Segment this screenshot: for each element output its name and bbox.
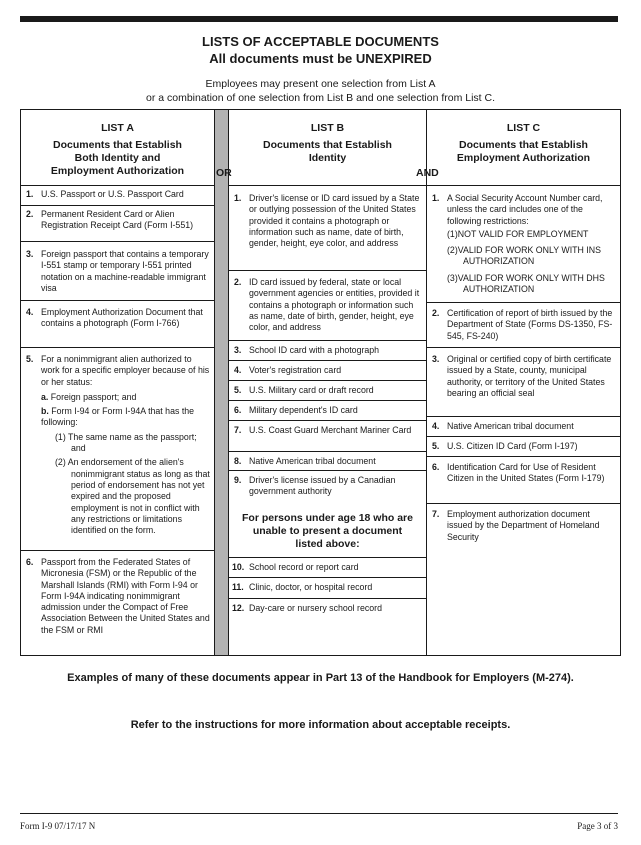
item-text: Voter's registration card: [249, 365, 342, 375]
sub-text: Form I-94 or Form I-94A that has the following:: [41, 406, 195, 428]
item-number: 4.: [26, 307, 34, 317]
item-text: Employment Authorization Document that contains a photograph (Form I-766): [41, 307, 203, 329]
list-c-item: [427, 348, 620, 417]
list-c-item: [427, 457, 620, 504]
list-c-item: [427, 303, 620, 348]
documents-table: [20, 109, 621, 656]
item-number: 3.: [26, 249, 34, 259]
list-b-item: [229, 578, 426, 599]
list-b-item: [229, 271, 426, 341]
restriction-number: (2): [447, 245, 458, 256]
item-text: Employment authorization document issued by the Department of Homeland Security: [447, 509, 600, 542]
item-number: 5.: [26, 354, 34, 364]
list-c-item: [427, 437, 620, 457]
item-number: 1.: [432, 193, 440, 203]
list-c-desc-line: Documents that Establish: [459, 139, 588, 151]
item-text: School ID card with a photograph: [249, 345, 380, 355]
item-text: Foreign passport that contains a temporary I-551 stamp or temporary I-551 printed notation on a machine-readable immigrant visa: [41, 249, 209, 293]
receipts-note: Refer to the instructions for more information about acceptable receipts.: [130, 719, 511, 731]
item-text: Original or certified copy of birth certificate issued by a State, county, municipal authority, or territory of the United States bearing an official seal: [447, 354, 612, 398]
item-text: Permanent Resident Card or Alien Registration Receipt Card (Form I-551): [41, 209, 194, 231]
and-label: AND: [416, 167, 439, 179]
item-number: 8.: [234, 456, 242, 466]
item-number: 4.: [234, 365, 242, 375]
separator-band: [215, 110, 229, 655]
under-18-line: unable to present a document: [252, 525, 403, 537]
list-a-item: [21, 551, 214, 655]
item-text: U.S. Coast Guard Merchant Mariner Card: [249, 425, 412, 435]
list-c-title: LIST C: [506, 122, 541, 134]
item-text: Clinic, doctor, or hospital record: [249, 582, 373, 592]
list-a-item: [21, 301, 214, 348]
bottom-rule: [20, 813, 618, 814]
item-text: Military dependent's ID card: [249, 405, 358, 415]
restriction-1: [447, 229, 616, 240]
item-text: Day-care or nursery school record: [249, 603, 382, 613]
under-18-line: listed above:: [295, 538, 360, 550]
item-text: A Social Security Account Number card, unless the card includes one of the following restrictions:: [447, 193, 603, 226]
list-c-column: [427, 110, 620, 655]
item-text: Driver's license or ID card issued by a State or outlying possession of the United States provided it contains a photograph or information such as name, date of birth, gender, height, eye color, and address: [249, 193, 420, 249]
item-number: 7.: [234, 425, 242, 435]
list-b-desc-line: Documents that Establish: [263, 139, 392, 151]
under-18-line: For persons under age 18 who are: [242, 512, 413, 524]
item-text: U.S. Passport or U.S. Passport Card: [41, 189, 184, 199]
item-number: 4.: [432, 421, 440, 431]
item-number: 2.: [432, 308, 440, 318]
top-rule: [20, 16, 618, 22]
item-number: 12.: [232, 603, 245, 613]
item-number: 1.: [234, 193, 242, 203]
item-number: 11.: [232, 582, 244, 592]
item-text: Identification Card for Use of Resident Citizen in the United States (Form I-179): [447, 462, 605, 484]
sub-label: b.: [41, 406, 49, 417]
item-number: 3.: [432, 354, 440, 364]
list-c-item: [427, 186, 620, 303]
intro-line-1: Employees may present one selection from List A: [205, 78, 436, 90]
page-number: Page 3 of 3: [577, 821, 618, 831]
list-b-header: [229, 110, 426, 186]
item-text: Native American tribal document: [447, 421, 574, 431]
list-a-column: [21, 110, 215, 655]
list-b-item: [229, 558, 426, 578]
restriction-number: (1): [447, 228, 458, 239]
list-a-item: [21, 348, 214, 551]
list-a-desc-line: Both Identity and: [74, 152, 161, 164]
restriction-3: [447, 273, 616, 296]
sub-label: a.: [41, 391, 49, 402]
list-c-description: [427, 139, 620, 165]
list-b-item: [229, 401, 426, 421]
restriction-text: VALID FOR WORK ONLY WITH INS AUTHORIZATION: [457, 245, 601, 267]
list-c-item: [427, 417, 620, 437]
list-a-desc-line: Employment Authorization: [50, 165, 185, 177]
or-label: OR: [216, 167, 232, 179]
item-number: 2.: [234, 277, 242, 287]
sub-text: Foreign passport; and: [50, 391, 137, 402]
list-b-description: [229, 139, 426, 165]
list-b-item: [229, 421, 426, 452]
item-text: For a nonimmigrant alien authorized to work for a specific employer because of his or her status:: [41, 354, 210, 387]
item-text: U.S. Citizen ID Card (Form I-197): [447, 441, 578, 451]
list-c-desc-line: Employment Authorization: [456, 152, 591, 164]
item-number: 6.: [234, 405, 242, 415]
list-b-column: [229, 110, 427, 655]
list-a-header: [21, 110, 214, 186]
list-b-item: [229, 471, 426, 507]
item-text: U.S. Military card or draft record: [249, 385, 374, 395]
item-text: School record or report card: [249, 562, 359, 572]
item-number: 6.: [432, 462, 440, 472]
sub-item-b2: (2) An endorsement of the alien's nonimmigrant status as long as that period of endorsement has not yet expired and the proposed employment is not in conflict with any restrictions or limitations identified on the form.: [55, 457, 210, 536]
sub-item-b: [41, 406, 210, 429]
restriction-text: NOT VALID FOR EMPLOYMENT: [457, 228, 589, 239]
intro-line-2: or a combination of one selection from List B and one selection from List C.: [145, 92, 495, 104]
list-a-item: [21, 186, 214, 206]
restriction-text: VALID FOR WORK ONLY WITH DHS AUTHORIZATION: [457, 272, 605, 295]
page-subtitle: All documents must be UNEXPIRED: [209, 51, 432, 66]
item-number: 3.: [234, 345, 242, 355]
list-a-item: [21, 242, 214, 301]
list-c-item: [427, 504, 620, 554]
list-b-item: [229, 599, 426, 621]
item-number: 1.: [26, 189, 34, 199]
list-c-header: [427, 110, 620, 186]
form-id: Form I-9 07/17/17 N: [20, 821, 96, 831]
page-title: LISTS OF ACCEPTABLE DOCUMENTS: [202, 34, 439, 49]
list-b-item: [229, 186, 426, 271]
sub-item-a: [41, 392, 210, 403]
item-text: Driver's license issued by a Canadian government authority: [249, 475, 396, 497]
item-text: ID card issued by federal, state or local government agencies or entities, provided it contains a photograph or information such as name, date of birth, gender, height, eye color, and address: [249, 277, 420, 333]
list-a-desc-line: Documents that Establish: [53, 139, 182, 151]
list-b-item: [229, 341, 426, 361]
list-b-item: [229, 381, 426, 401]
item-number: 7.: [432, 509, 440, 519]
list-a-description: [21, 139, 214, 178]
list-b-item: [229, 361, 426, 381]
list-b-title: LIST B: [310, 122, 345, 134]
list-b-desc-line: Identity: [308, 152, 347, 164]
list-b-item: [229, 452, 426, 471]
item-number: 10.: [232, 562, 245, 572]
handbook-note: Examples of many of these documents appear in Part 13 of the Handbook for Employers (M-274).: [67, 672, 574, 684]
item-number: 9.: [234, 475, 242, 485]
item-number: 2.: [26, 209, 34, 219]
under-18-heading: [229, 512, 426, 558]
restriction-2: [447, 245, 616, 268]
item-number: 5.: [234, 385, 242, 395]
list-a-title: LIST A: [101, 122, 134, 134]
sub-item-b1: (1) The same name as the passport; and: [55, 431, 197, 454]
list-a-item: [21, 206, 214, 242]
item-text: Passport from the Federated States of Micronesia (FSM) or the Republic of the Marshall Islands (RMI) with Form I-94 or Form I-94A indicating nonimmigrant admission under the Compact of Free Association Between the United States and the FSM or RMI: [41, 557, 210, 635]
restriction-number: (3): [447, 272, 458, 283]
item-text: Certification of report of birth issued by the Department of State (Forms DS-1350, FS-545, FS-240): [447, 308, 613, 341]
item-number: 6.: [26, 557, 34, 567]
item-number: 5.: [432, 441, 440, 451]
item-text: Native American tribal document: [249, 456, 376, 466]
